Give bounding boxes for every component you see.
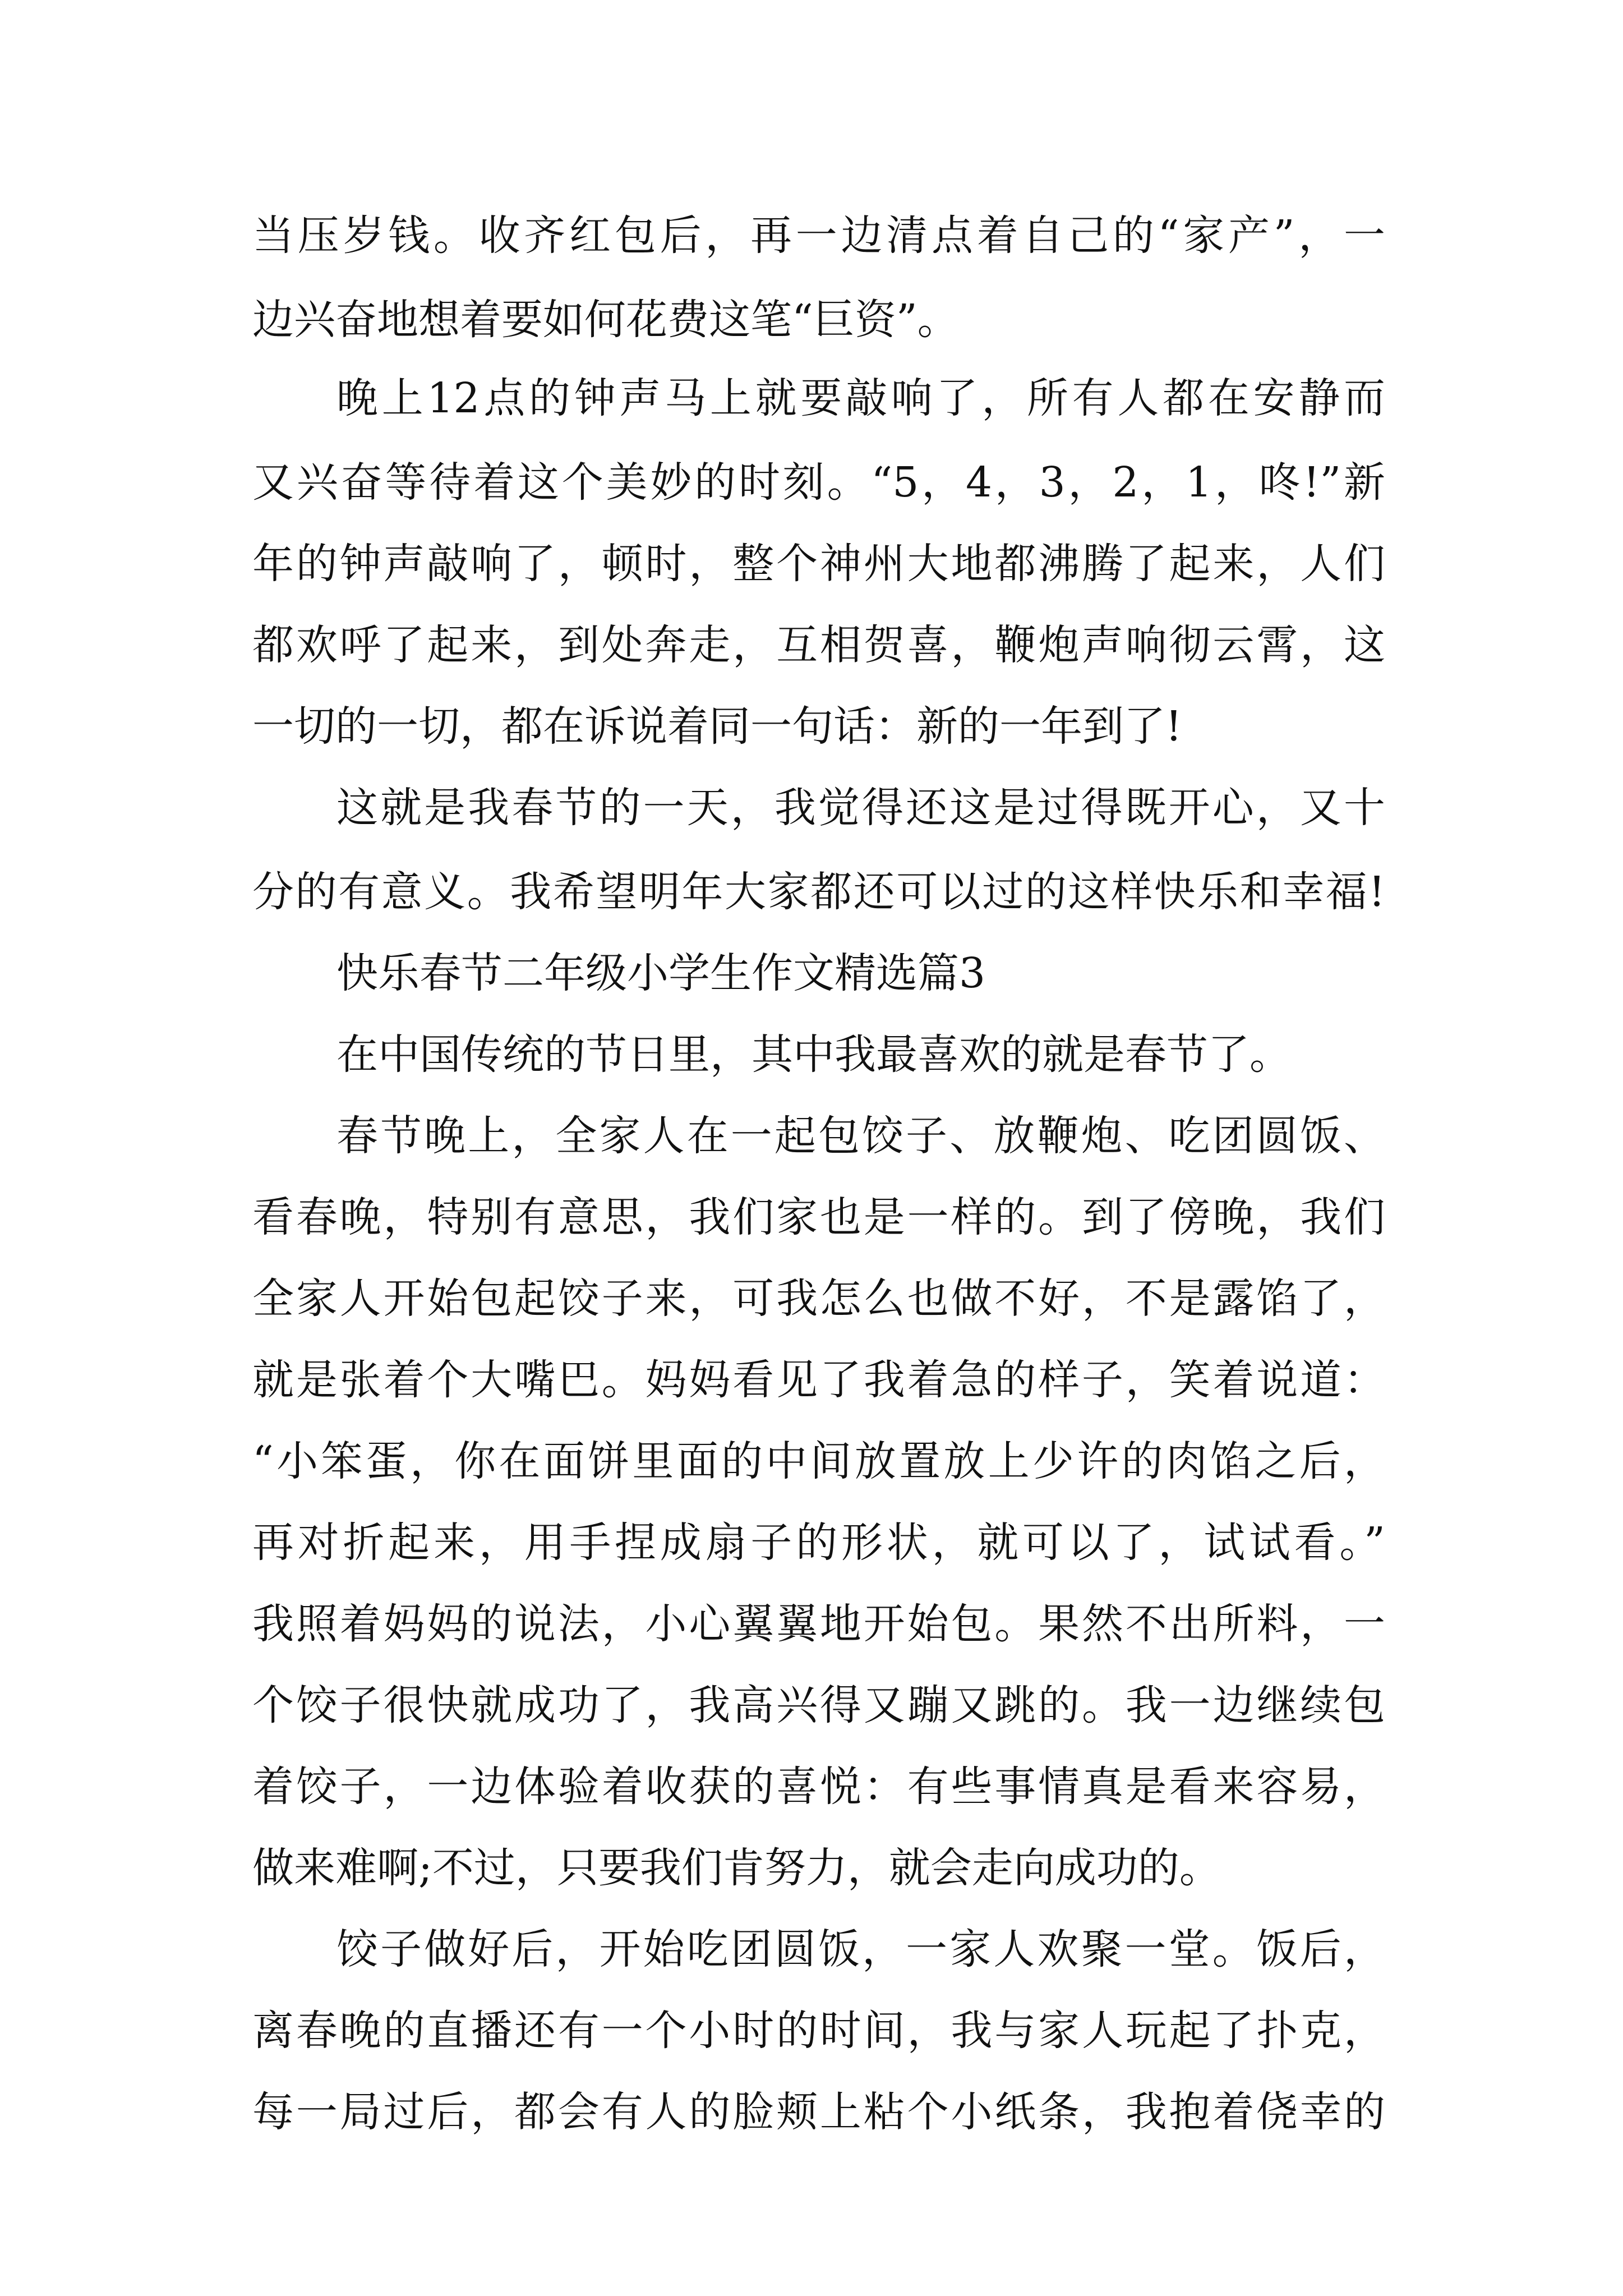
text-line: 着饺子，一边体验着收获的喜悦：有些事情真是看来容易， — [252, 1763, 1385, 1811]
text-line: “小笨蛋，你在面饼里面的中间放置放上少许的肉馅之后， — [252, 1437, 1385, 1485]
text-line: 年的钟声敲响了，顿时，整个神州大地都沸腾了起来，人们 — [252, 540, 1385, 588]
text-line: 离春晚的直播还有一个小时的时间，我与家人玩起了扑克， — [252, 2007, 1385, 2055]
text-line: 一切的一切，都在诉说着同一句话：新的一年到了! — [252, 702, 1182, 751]
text-line: 再对折起来，用手捏成扇子的形状，就可以了，试试看。” — [252, 1519, 1385, 1567]
text-line: 看春晚，特别有意思，我们家也是一样的。到了傍晚，我们 — [252, 1193, 1385, 1241]
text-line: 都欢呼了起来，到处奔走，互相贺喜，鞭炮声响彻云霄，这 — [252, 621, 1385, 669]
text-line: 边兴奋地想着要如何花费这笔“巨资”。 — [252, 296, 959, 344]
text-line: 又兴奋等待着这个美妙的时刻。“5，4，3，2，1，咚!”新 — [252, 458, 1385, 507]
text-line: 饺子做好后，开始吃团圆饭，一家人欢聚一堂。饭后， — [336, 1925, 1385, 1973]
text-line: 做来难啊;不过，只要我们肯努力，就会走向成功的。 — [252, 1844, 1221, 1892]
text-line: 当压岁钱。收齐红包后，再一边清点着自己的“家产”，一 — [252, 211, 1385, 260]
text-line: 分的有意义。我希望明年大家都还可以过的这样快乐和幸福! — [252, 868, 1385, 916]
text-line: 个饺子很快就成功了，我高兴得又蹦又跳的。我一边继续包 — [252, 1681, 1385, 1729]
text-line: 我照着妈妈的说法，小心翼翼地开始包。果然不出所料，一 — [252, 1600, 1385, 1648]
text-line: 就是张着个大嘴巴。妈妈看见了我着急的样子，笑着说道： — [252, 1356, 1385, 1404]
text-line: 全家人开始包起饺子来，可我怎么也做不好，不是露馅了， — [252, 1274, 1385, 1323]
text-line: 在中国传统的节日里，其中我最喜欢的就是春节了。 — [336, 1030, 1291, 1079]
text-line: 春节晚上，全家人在一起包饺子、放鞭炮、吃团圆饭、 — [336, 1112, 1385, 1160]
section-heading: 快乐春节二年级小学生作文精选篇3 — [336, 949, 986, 997]
text-line: 晚上12点的钟声马上就要敲响了，所有人都在安静而 — [336, 374, 1385, 422]
text-line: 每一局过后，都会有人的脸颊上粘个小纸条，我抱着侥幸的 — [252, 2088, 1385, 2136]
text-line: 这就是我春节的一天，我觉得还这是过得既开心，又十 — [336, 784, 1385, 832]
